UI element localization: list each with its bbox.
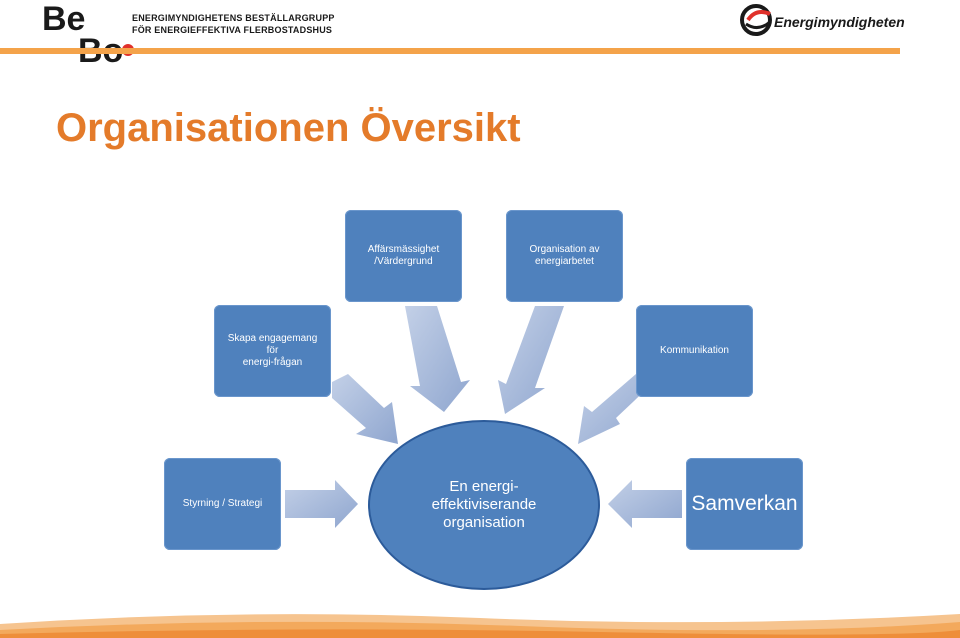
node-affarsmassighet: [345, 210, 462, 302]
node-kommunikation-label: Kommunikation: [660, 345, 729, 356]
arrow-organisation: [498, 306, 564, 414]
node-kommunikation: [636, 305, 753, 397]
node-samverkan: [686, 458, 803, 550]
arrow-affarsmassighet: [405, 306, 470, 412]
node-styrning-label: Styrning / Strategi: [182, 498, 263, 509]
agency-name: Energimyndigheten: [774, 14, 905, 30]
footer-wave: [0, 604, 960, 638]
arrow-styrning: [285, 480, 358, 528]
center-node-label: En energi- effektiviserande organisation: [431, 478, 537, 531]
node-engagemang: [214, 305, 331, 397]
node-samverkan-label: Samverkan: [691, 492, 798, 515]
node-engagemang-label: Skapa engagemang för energi-frågan: [227, 333, 318, 368]
node-styrning: [164, 458, 281, 550]
bebo-line2: FÖR ENERGIEFFEKTIVA FLERBOSTADSHUS: [132, 25, 333, 35]
center-node: [368, 420, 600, 590]
node-organisation-label: Organisation av energiarbetet: [529, 244, 600, 267]
bebo-line1: ENERGIMYNDIGHETENS BESTÄLLARGRUPP: [132, 13, 335, 23]
arrow-engagemang: [332, 374, 398, 444]
arrow-samverkan: [608, 480, 682, 528]
page-title: Organisationen Översikt: [56, 106, 521, 150]
node-organisation: [506, 210, 623, 302]
svg-text:Be: Be: [42, 0, 86, 38]
node-affarsmassighet-label: Affärsmässighet /Värdergrund: [367, 244, 440, 267]
